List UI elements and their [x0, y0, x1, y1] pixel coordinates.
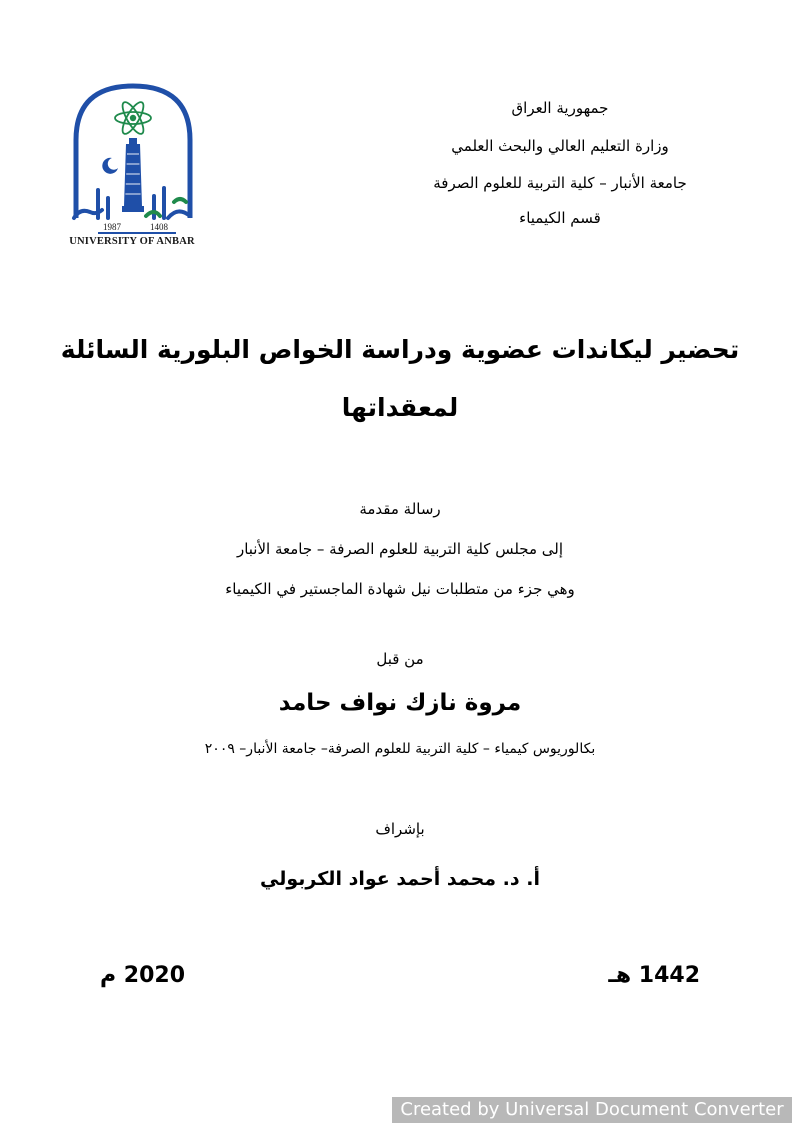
minaret-icon: [122, 138, 144, 212]
logo-year-left: 1987: [103, 222, 121, 232]
submission-line-1: رسالة مقدمة: [359, 500, 441, 518]
ministry-line-ministry: وزارة التعليم العالي والبحث العلمي: [451, 137, 669, 155]
ministry-line-department: قسم الكيمياء: [519, 209, 601, 227]
thesis-title-line-2: لمعقداتها: [341, 393, 459, 422]
submission-line-2: إلى مجلس كلية التربية للعلوم الصرفة – جامعة الأنبار: [236, 540, 564, 558]
logo-year-right: 1408: [150, 222, 168, 232]
converter-watermark: Created by Universal Document Converter: [392, 1097, 792, 1123]
date-gregorian: 2020 م: [100, 963, 186, 988]
supervisor-name: أ. د. محمد أحمد عواد الكربولي: [260, 868, 540, 890]
ministry-line-college: جامعة الأنبار – كلية التربية للعلوم الصرفة: [433, 174, 687, 192]
logo-caption: UNIVERSITY OF ANBAR: [69, 236, 195, 247]
author-degree: بكالوريوس كيمياء – كلية التربية للعلوم الصرفة– جامعة الأنبار– ٢٠٠٩: [204, 741, 596, 757]
submission-line-3: وهي جزء من متطلبات نيل شهادة الماجستير في الكيمياء: [225, 580, 575, 598]
date-hijri: 1442 هـ: [608, 963, 700, 988]
atom-icon: [115, 99, 151, 136]
author-label: من قبل: [376, 650, 424, 668]
ministry-line-country: جمهورية العراق: [511, 99, 609, 117]
supervision-label: بإشراف: [375, 820, 425, 838]
thesis-title-line-1: تحضير ليكاندات عضوية ودراسة الخواص البلورية السائلة: [60, 335, 740, 364]
author-name: مروة نازك نواف حامد: [278, 690, 522, 716]
university-logo: [58, 78, 208, 258]
